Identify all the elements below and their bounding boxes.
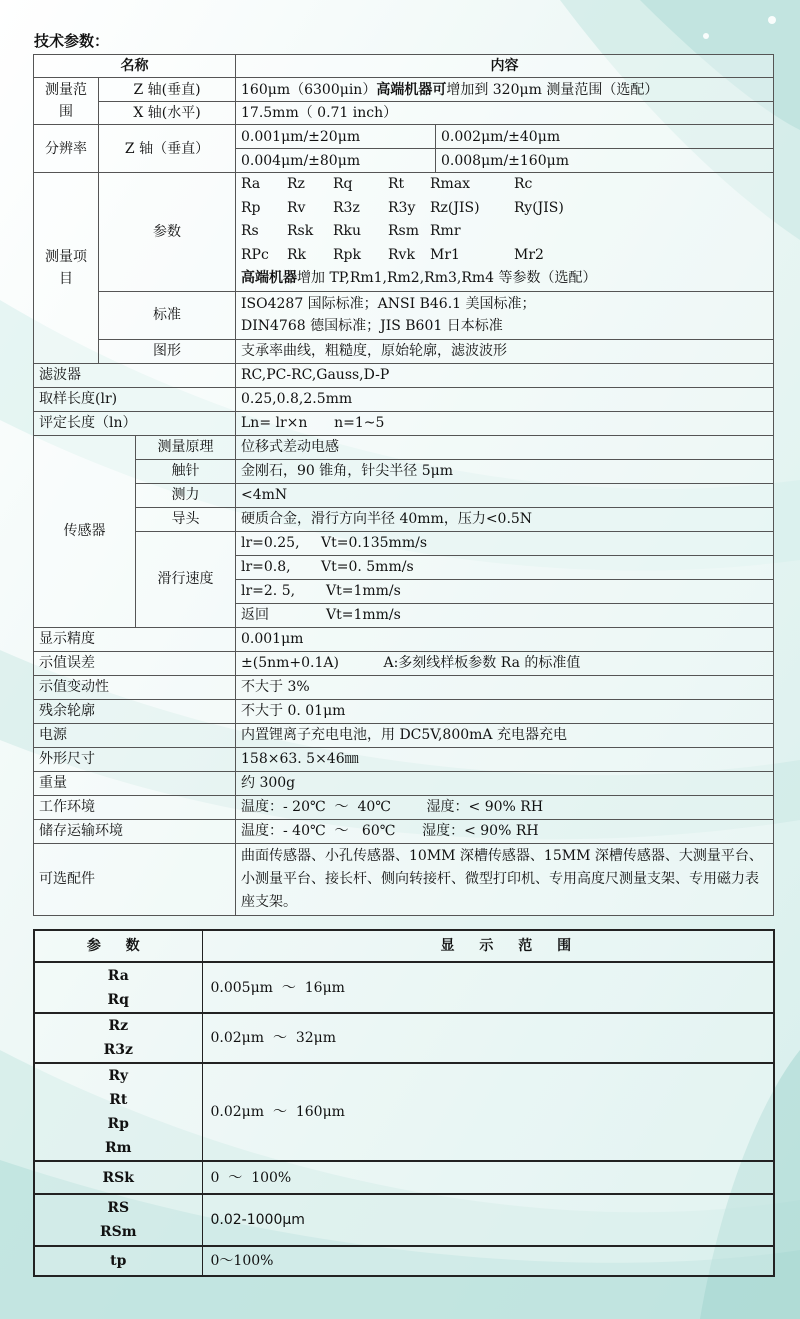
principle-value: 位移式差动电感 <box>236 435 774 459</box>
header-content: 内容 <box>236 55 774 78</box>
range-z-value: 160μm（6300μin）高端机器可增加到 320μm 测量范围（选配） <box>236 78 774 102</box>
sensor-label: 传感器 <box>34 435 136 627</box>
spec-row-value: ±(5nm+0.1A) A:多刻线样板参数 Ra 的标准值 <box>236 651 774 675</box>
speed-label: 滑行速度 <box>136 531 236 627</box>
range-x-label: X 轴(水平) <box>99 102 236 125</box>
spec-row-value: 不大于 3% <box>236 675 774 699</box>
graph-value: 支承率曲线，粗糙度，原始轮廓，滤波波形 <box>236 339 774 363</box>
spec-table <box>33 54 774 916</box>
sampling-value: 0.25,0.8,2.5mm <box>236 387 774 411</box>
spec-row-label: 示值变动性 <box>34 675 236 699</box>
range-param-cell: RSk <box>34 1161 202 1194</box>
spec-row-label: 电源 <box>34 723 236 747</box>
resolution-value: 0.004μm/±80μm <box>236 149 436 173</box>
standard-value: ISO4287 国际标准；ANSI B46.1 美国标准； DIN4768 德国标准；JIS B601 日本标准 <box>236 291 774 339</box>
params-row: Rp Rv R3z R3y Rz(JIS) Ry(JIS) <box>241 199 564 216</box>
header-name: 名称 <box>34 55 236 78</box>
evaluation-label: 评定长度（ln） <box>34 411 236 435</box>
range-label: 测量范围 <box>34 78 99 125</box>
range-param-cell: tp <box>34 1246 202 1276</box>
speed-row: 返回 Vt=1mm/s <box>236 603 774 627</box>
params-label: 参数 <box>99 173 236 292</box>
range-z-label: Z 轴(垂直) <box>99 78 236 102</box>
params-list <box>236 173 774 292</box>
resolution-value: 0.002μm/±40μm <box>436 125 774 149</box>
range-param-cell: Ra Rq <box>34 962 202 1013</box>
params-extra: 高端机器增加 TP,Rm1,Rm2,Rm3,Rm4 等参数（选配） <box>241 270 597 286</box>
spec-row-value: 158×63. 5×46㎜ <box>236 747 774 771</box>
spec-row-label: 重量 <box>34 771 236 795</box>
resolution-axis-label: Z 轴（垂直） <box>99 125 236 173</box>
speed-row: lr=2. 5, Vt=1mm/s <box>236 579 774 603</box>
params-row: Rs Rsk Rku Rsm Rmr <box>241 223 461 239</box>
guide-label: 导头 <box>136 507 236 531</box>
standard-label: 标准 <box>99 291 236 339</box>
params-row: RPc Rk Rpk Rvk Mr1 Mr2 <box>241 246 544 263</box>
accessories-value: 曲面传感器、小孔传感器、10MM 深槽传感器、15MM 深槽传感器、大测量平台、小测量平台、接长杆、侧向转接杆、微型打印机、专用高度尺测量支架、专用磁力表座支架。 <box>236 843 774 915</box>
force-value: <4mN <box>236 483 774 507</box>
spec-row-label: 显示精度 <box>34 627 236 651</box>
range-x-value: 17.5mm（ 0.71 inch） <box>236 102 774 125</box>
spec-row-label: 储存运输环境 <box>34 819 236 843</box>
graph-label: 图形 <box>99 339 236 363</box>
range-value-cell: 0.005μm ～ 16μm <box>202 962 774 1013</box>
range-value-cell: 0.02-1000μm <box>202 1194 774 1246</box>
filter-value: RC,PC-RC,Gauss,D-P <box>236 363 774 387</box>
resolution-label: 分辨率 <box>34 125 99 173</box>
spec-row-label: 工作环境 <box>34 795 236 819</box>
spec-row-value: 温度：- 40℃ ～ 60℃ 湿度：< 90% RH <box>236 819 774 843</box>
spec-row-value: 不大于 0. 01μm <box>236 699 774 723</box>
items-label: 测量项目 <box>34 173 99 364</box>
range-param-cell: Ry Rt Rp Rm <box>34 1063 202 1161</box>
evaluation-value: Ln= lr×n n=1~5 <box>236 411 774 435</box>
speed-row: lr=0.25, Vt=0.135mm/s <box>236 531 774 555</box>
sampling-label: 取样长度(lr) <box>34 387 236 411</box>
spec-row-label: 示值误差 <box>34 651 236 675</box>
range-value-cell: 0～100% <box>202 1246 774 1276</box>
accessories-label: 可选配件 <box>34 843 236 915</box>
principle-label: 测量原理 <box>136 435 236 459</box>
range-param-cell: Rz R3z <box>34 1013 202 1063</box>
spec-row-label: 外形尺寸 <box>34 747 236 771</box>
spec-row-value: 约 300g <box>236 771 774 795</box>
speed-row: lr=0.8, Vt=0. 5mm/s <box>236 555 774 579</box>
range-header-param: 参 数 <box>34 930 202 962</box>
range-param-cell: RS RSm <box>34 1194 202 1246</box>
range-value-cell: 0.02μm ～ 160μm <box>202 1063 774 1161</box>
guide-value: 硬质合金，滑行方向半径 40mm，压力<0.5N <box>236 507 774 531</box>
page-title: 技术参数： <box>34 32 110 50</box>
range-table <box>33 929 775 1277</box>
spec-row-value: 温度：- 20℃ ～ 40℃ 湿度：< 90% RH <box>236 795 774 819</box>
stylus-value: 金刚石，90 锥角，针尖半径 5μm <box>236 459 774 483</box>
force-label: 测力 <box>136 483 236 507</box>
spec-row-value: 0.001μm <box>236 627 774 651</box>
range-header-range: 显 示 范 围 <box>202 930 774 962</box>
params-row: Ra Rz Rq Rt Rmax Rc <box>241 176 533 192</box>
filter-label: 滤波器 <box>34 363 236 387</box>
spec-row-value: 内置锂离子充电电池，用 DC5V,800mA 充电器充电 <box>236 723 774 747</box>
resolution-value: 0.008μm/±160μm <box>436 149 774 173</box>
spec-row-label: 残余轮廓 <box>34 699 236 723</box>
stylus-label: 触针 <box>136 459 236 483</box>
range-value-cell: 0 ～ 100% <box>202 1161 774 1194</box>
resolution-value: 0.001μm/±20μm <box>236 125 436 149</box>
range-value-cell: 0.02μm ～ 32μm <box>202 1013 774 1063</box>
